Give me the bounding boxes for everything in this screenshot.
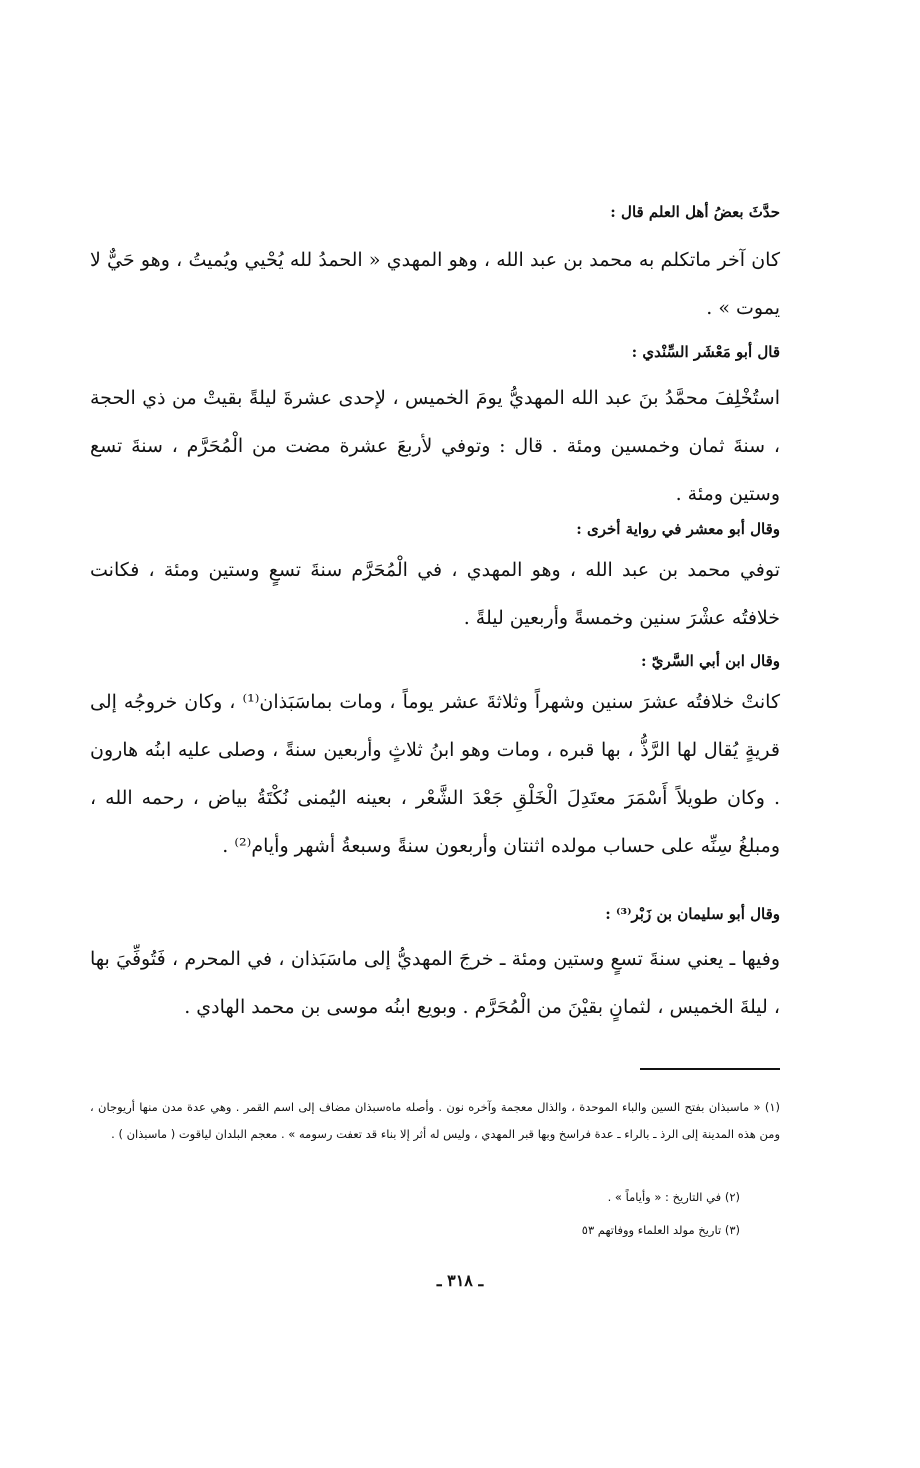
section-paragraph-3: توفي محمد بن عبد الله ، وهو المهدي ، في الْمُحَرَّم سنةَ تسعٍ وستين ومئة ، فكانت خلافتُه عشْرَ سنين وخمسةً وأربعين ليلةً .	[90, 559, 780, 629]
section-paragraph-1: كان آخر ماتكلم به محمد بن عبد الله ، وهو المهدي « الحمدُ لله يُحْيي ويُميتُ ، وهو حَيٌّ لا يموت » .	[90, 249, 780, 319]
footnote-1: (١) « ماسبذان بفتح السين والباء الموحدة ، والذال معجمة وآخره نون . وأصله ماه‌سبذان مضاف إلى اسم القمر . وهي عدة مدن منها أريوجان ، ومن هذه المدينة إلى الرذ ـ بالراء ـ عدة فراسخ وبها قبر المهدي ، وليس له أثر إلا بناء قد تعفت رسومه » . معجم البلدان لياقوت ( ماسبذان ) .	[90, 1100, 780, 1141]
section-heading-3: وقال أبو معشر في رواية أخرى :	[576, 520, 780, 538]
footnote-2: (٢) في التاريخ : « وأياماً » .	[607, 1190, 740, 1204]
section-heading-5: وقال أبو سليمان بن زَبْر⁽³⁾ :	[605, 905, 780, 923]
section-heading-1: حدَّثَ بعضُ أهل العلم قال :	[610, 203, 780, 221]
section-heading-4: وقال ابن أبي السَّريّ :	[640, 652, 780, 670]
section-heading-2: قال أبو مَعْشَر السِّنْدي :	[631, 343, 780, 361]
page-number: ـ ٣١٨ ـ	[436, 1271, 484, 1290]
footnote-separator	[640, 1068, 780, 1070]
section-paragraph-5: وفيها ـ يعني سنةَ تسعٍ وستين ومئة ـ خرجَ المهديُّ إلى ماسَبَذان ، في المحرم ، فَتُوفِّيَ بها ، ليلةَ الخميس ، لثمانٍ بقيْنَ من الْمُحَرَّم . وبويع ابنُه موسى بن محمد الهادي .	[90, 948, 780, 1018]
section-paragraph-4: كانتْ خلافتُه عشرَ سنين وشهراً وثلاثةَ عشر يوماً ، ومات بماسَبَذان⁽¹⁾ ، وكان خروجُه إلى قريةٍ يُقال لها الرَّذُّ ، بها قبره ، ومات وهو ابنُ ثلاثٍ وأربعين سنةً ، وصلى عليه ابنُه هارون . وكان طويلاً أَسْمَرَ معتَدِلَ الْخَلْقِ جَعْدَ الشَّعْر ، بعينه اليُمنى نُكْتَةُ بياض ، رحمه الله ، ومبلغُ سِنِّه على حساب مولده اثنتان وأربعون سنةً وسبعةُ أشهر وأيام⁽²⁾ .	[90, 691, 780, 857]
section-paragraph-2: استُخْلِفَ محمَّدُ بنَ عبد الله المهديُّ يومَ الخميس ، لإحدى عشرةَ ليلةً بقيتْ من ذي الحجة ، سنةَ ثمان وخمسين ومئة . قال : وتوفي لأربعَ عشرة مضت من الْمُحَرَّم ، سنةَ تسع وستين ومئة .	[90, 387, 780, 505]
footnote-3: (٣) تاريخ مولد العلماء ووفاتهم ٥٣	[581, 1223, 740, 1237]
